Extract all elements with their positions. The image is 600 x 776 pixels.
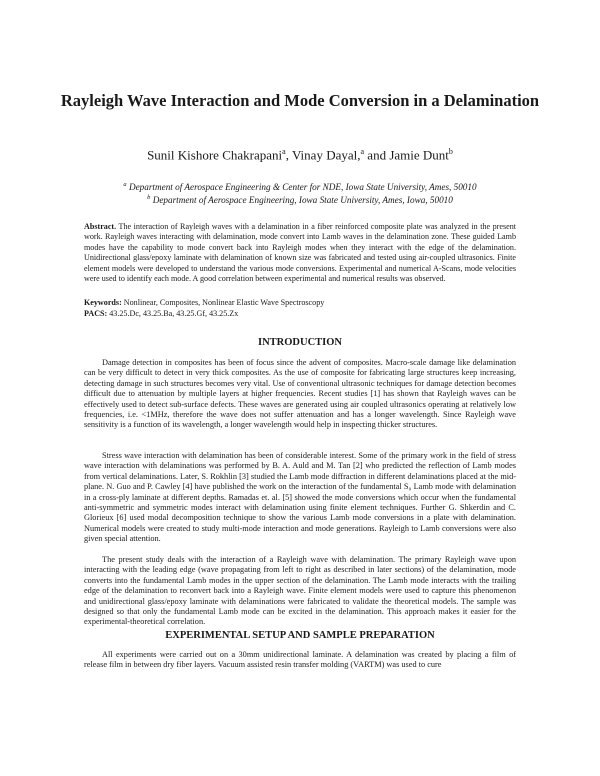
affiliation-mark: a: [123, 181, 127, 188]
keywords-text: Nonlinear, Composites, Nonlinear Elastic Wave Spectroscopy: [121, 298, 325, 307]
author-name: Sunil Kishore Chakrapani: [147, 147, 283, 163]
abstract-text: The interaction of Rayleigh waves with a delamination in a fiber reinforced composite plate was analyzed in the present work. Rayleigh waves interacting with delamination, mode convert into Lamb waves in the delamination zone. These guided Lamb modes have the capability to mode convert back into Rayleigh modes when they interact with the edge of the delamination. Unidirectional glass/epoxy laminate with delamination of known size was fabricated and tested using air-coupled ultrasonics. Finite element models were developed to understand the various mode conversions. Experimental and numerical A-Scans, mode velocities were used to identify each mode. A good correlation between experimental and numerical results was observed.: [84, 222, 516, 284]
affiliation: [60, 194, 540, 205]
pacs: [84, 309, 516, 319]
paragraph: Stress wave interaction with delamination has been of considerable interest. Some of the primary work in the field of stress wave interaction with delaminations was performed by B. A. Auld and M. Tan [2] who predicted the reflection of Lamb modes from vertical delaminations. Later, S. Rokhlin [3] studied the Lamb mode diffraction in different delaminations placed at the mid-plane. N. Guo and P. Cawley [4] have published the work on the interaction of the fundamental S₀ Lamb mode with delamination in a cross-ply laminate at different depths. Ramadas et. al. [5] showed the mode conversions which occur when the fundamental anti-symmetric and symmetric modes interact with delamination using finite element techniques. Further G. Shkerdin and C. Glorieux [6] used modal decomposition technique to show the various Lamb mode conversions in a plate with delamination. Numerical models were created to study multi-mode interaction and mode generations. Rayleigh to Lamb conversions were also given special attention.: [84, 451, 516, 544]
paragraph: The present study deals with the interaction of a Rayleigh wave with delamination. The primary Rayleigh wave upon interacting with the leading edge (wave propagating from left to right as described in later sections) of the delamination, mode converts into the fundamental Lamb modes in the upper section of the delamination. The Lamb mode interacts with the trailing edge of the delamination to reconvert back into a Rayleigh wave. Finite element models were used to capture this phenomenon and unidirectional glass/epoxy laminate with delaminations were fabricated to validate the theoretical models. The sample was designed so that only the fundamental Lamb mode can be excited in the delamination. This approach makes it easier for the experimental-theoretical correlation.: [84, 555, 516, 627]
affiliation-mark: b: [147, 194, 151, 201]
author-affiliation-mark: a: [282, 147, 286, 156]
author-affiliation-mark: b: [448, 147, 453, 156]
abstract-label: Abstract.: [84, 222, 117, 231]
author-affiliation-mark: a: [360, 147, 365, 156]
author-name: Jamie Dunt: [389, 147, 449, 163]
affiliation-text: Department of Aerospace Engineering & Center for NDE, Iowa State University, Ames, 50010: [126, 182, 477, 193]
keywords-label: Keywords:: [84, 298, 122, 307]
abstract: [84, 222, 516, 284]
paragraph: All experiments were carried out on a 30mm unidirectional laminate. A delamination was created by placing a film of release film in between dry fiber layers. Vacuum assisted resin transfer molding (VARTM) was used to cure: [84, 650, 516, 670]
paper-title: Rayleigh Wave Interaction and Mode Conversion in a Delamination: [60, 91, 540, 110]
author-separator: and: [364, 147, 390, 163]
section-heading: EXPERIMENTAL SETUP AND SAMPLE PREPARATION: [165, 630, 435, 641]
pacs-label: PACS:: [84, 309, 108, 318]
affiliation-text: Department of Aerospace Engineering, Iowa State University, Ames, Iowa, 50010: [150, 195, 453, 206]
section-heading: INTRODUCTION: [257, 337, 342, 348]
keywords: [84, 298, 516, 308]
paragraph: Damage detection in composites has been of focus since the advent of composites. Macro-scale damage like delamination can be very difficult to detect in very thick composites. As the use of composite for fabricating large structures keep increasing, detecting damage in such structures becomes very vital. Use of conventional ultrasonic techniques for damage detection becomes difficult due to attenuation by multiple layers at higher frequencies. Recent studies [1] has shown that Rayleigh waves can be effectively used to detect sub-surface defects. These waves are generated using air coupled ultrasonics operating at relatively low frequencies, i.e. <1MHz, therefore the wave does not suffer attenuation and has a longer wavelength. Since Rayleigh wave sensitivity is a function of its wavelength, a longer wavelength would help in inspecting thicker structures.: [84, 358, 516, 430]
author-separator: ,: [285, 147, 292, 163]
author-list: [60, 147, 540, 163]
pacs-text: 43.25.Dc, 43.25.Ba, 43.25.Gf, 43.25.Zx: [107, 309, 239, 318]
affiliation: [60, 181, 540, 192]
author-name: Vinay Dayal,: [291, 147, 361, 163]
